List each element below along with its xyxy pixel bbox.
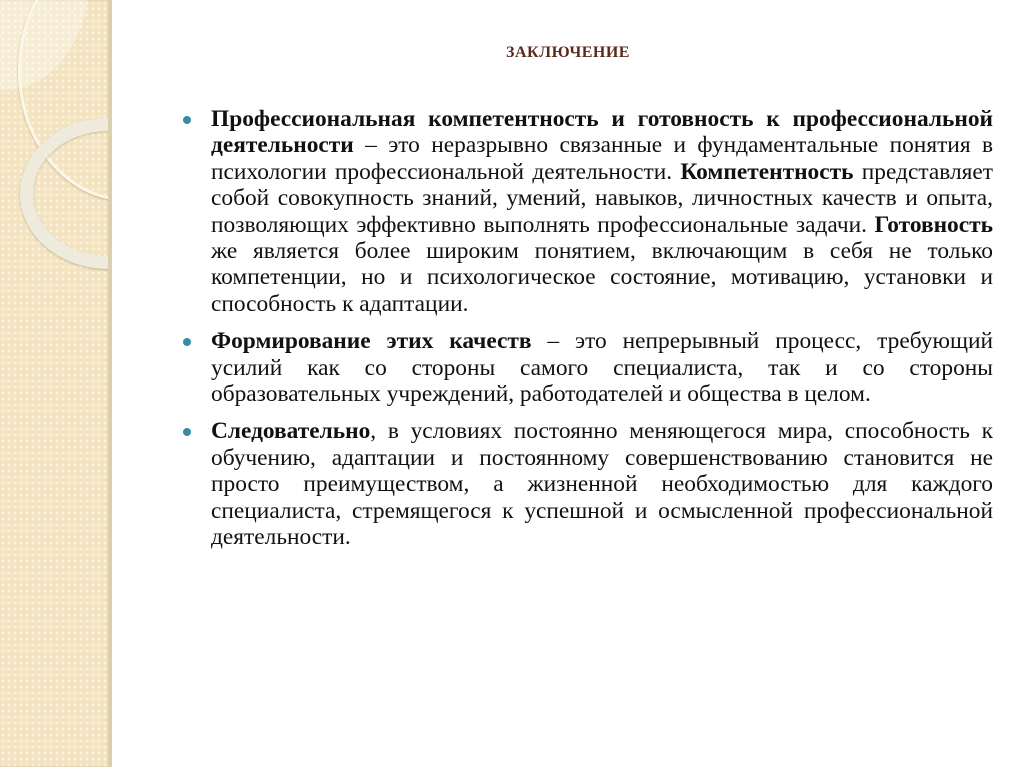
bullet-item-3 <box>211 418 993 550</box>
bold-term: Компетентность <box>680 158 854 185</box>
bold-term: Профессиональная компетентность и готовность к профессиональной деятельности <box>211 106 993 159</box>
bold-term: Следовательно <box>211 418 371 445</box>
bold-term: Формирование этих качеств <box>211 328 532 355</box>
paragraph-text: – это неразрывно связанные и фундаментальные понятия в психологии профессиональной деятельности. <box>211 132 993 185</box>
paragraph-text: , в условиях постоянно меняющегося мира, способность к обучению, адаптации и постоянному совершенствованию становится не просто преимуществом, а жизненной необходимостью для каждого специалиста, стремящегося к успешной и осмысленной профессиональной деятельности. <box>211 418 993 551</box>
paragraph-text: – это непрерывный процесс, требующий усилий как со стороны самого специалиста, так и со стороны образовательных учреждений, работодателей и общества в целом. <box>211 328 993 408</box>
paragraph-text: же является более широким понятием, включающим в себя не только компетенции, но и психологическое состояние, мотивацию, установки и способность к адаптации. <box>211 238 993 317</box>
bullet-dot-icon <box>183 428 191 436</box>
decorative-sidebar <box>0 0 112 767</box>
bullet-dot-icon <box>183 338 191 346</box>
bold-term: Готовность <box>874 211 993 238</box>
slide-content <box>211 106 993 562</box>
paragraph-text: представляет собой совокупность знаний, умений, навыков, личностных качеств и опыта, позволяющих эффективно выполнять профессиональные задачи. <box>211 158 993 238</box>
bullet-item-2 <box>211 328 993 407</box>
sidebar-edge <box>108 0 112 767</box>
slide-title: ЗАКЛЮЧЕНИЕ <box>506 44 630 61</box>
bullet-dot-icon <box>183 116 191 124</box>
bullet-item-1 <box>211 106 993 317</box>
decorative-ring-icon <box>20 118 112 269</box>
